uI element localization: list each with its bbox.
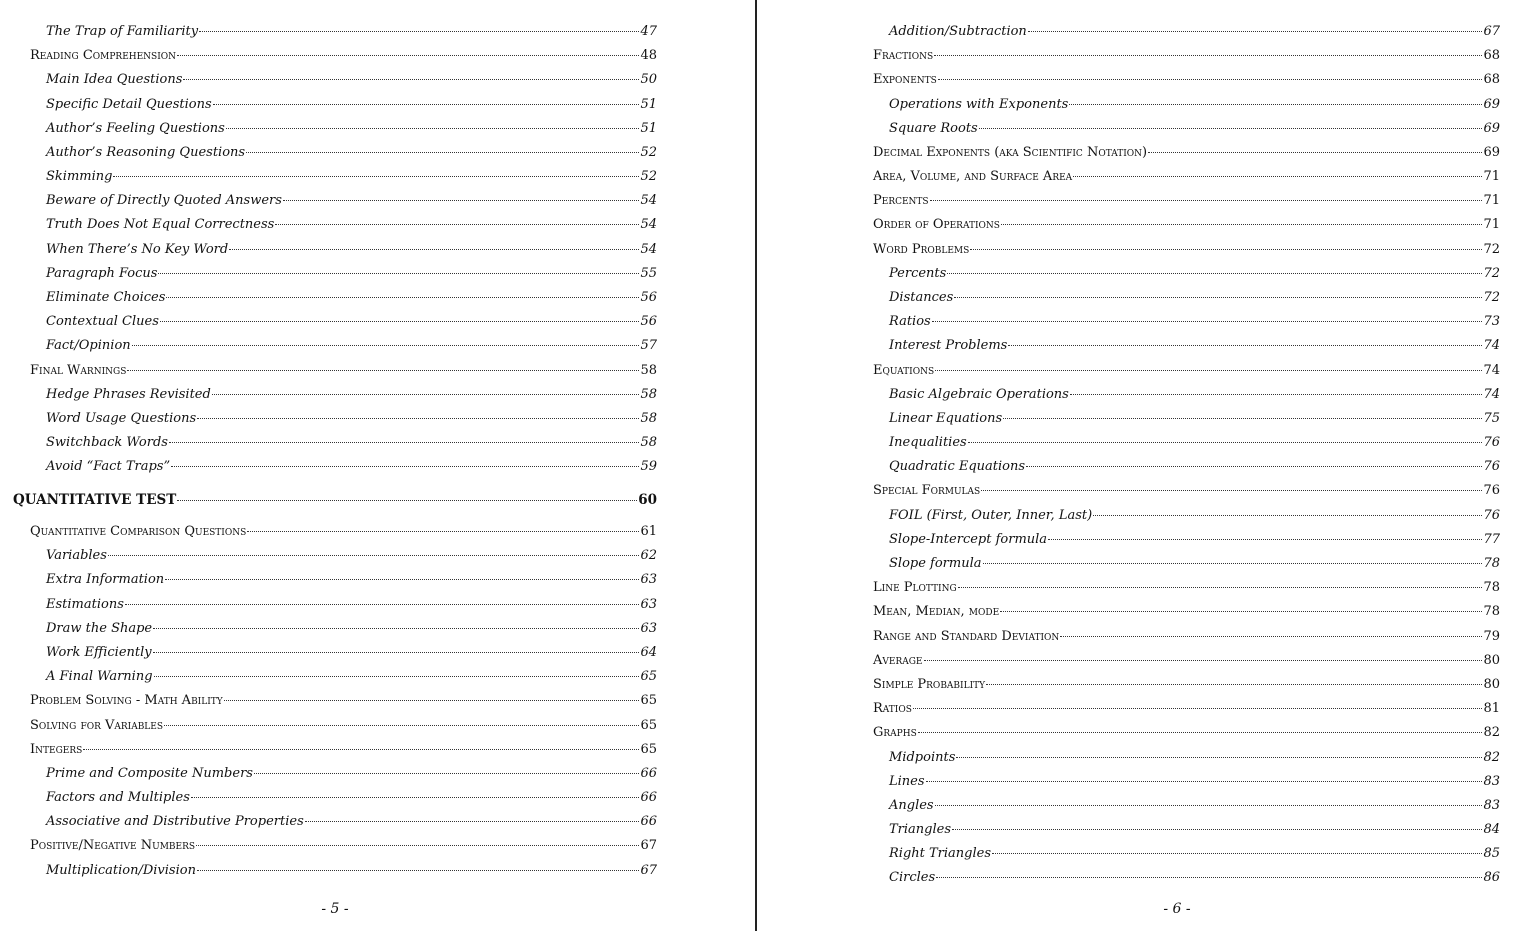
toc-entry-title: Associative and Distributive Properties: [46, 814, 304, 829]
toc-entry-page: 63: [640, 572, 657, 587]
toc-entry-page: 72: [1483, 266, 1500, 281]
toc-entry-title: Author’s Reasoning Questions: [46, 145, 246, 160]
dot-leader: [125, 604, 640, 605]
toc-subentry[interactable]: [46, 387, 657, 403]
toc-entry-page: 69: [1483, 97, 1500, 112]
dot-leader: [1073, 176, 1482, 177]
toc-chapter-entry[interactable]: [873, 217, 1500, 233]
dot-leader: [932, 321, 1483, 322]
toc-subentry[interactable]: [46, 121, 657, 137]
toc-subentry[interactable]: [46, 669, 657, 685]
toc-subentry[interactable]: [46, 266, 657, 282]
dot-leader: [930, 200, 1483, 201]
toc-subentry[interactable]: [889, 822, 1500, 838]
toc-entry-title: Equations: [873, 363, 935, 378]
dot-leader: [1008, 345, 1482, 346]
toc-entry-title: Ratios: [873, 701, 912, 716]
page-number: - 5 -: [321, 901, 349, 917]
toc-subentry[interactable]: [46, 597, 657, 613]
toc-subentry[interactable]: [46, 97, 657, 113]
toc-subentry[interactable]: [889, 290, 1500, 306]
toc-entry-page: 72: [1483, 290, 1500, 305]
toc-entry-title: Simple Probability: [873, 677, 986, 692]
toc-entry-page: 79: [1483, 629, 1500, 644]
toc-entry-title: Line Plotting: [873, 580, 957, 595]
toc-entry-title: Fractions: [873, 48, 934, 63]
left-page: [0, 0, 755, 931]
dot-leader: [224, 700, 640, 701]
dot-leader: [164, 725, 639, 726]
toc-chapter-entry[interactable]: [873, 580, 1500, 596]
toc-subentry[interactable]: [889, 387, 1500, 403]
dot-leader: [958, 587, 1483, 588]
toc-entry-title: Slope formula: [889, 556, 982, 571]
toc-entry-page: 82: [1483, 750, 1500, 765]
toc-subentry[interactable]: [46, 290, 657, 306]
dot-leader: [926, 781, 1483, 782]
toc-entry-page: 69: [1483, 121, 1500, 136]
toc-chapter-entry[interactable]: [873, 653, 1500, 669]
toc-chapter-entry[interactable]: [30, 838, 657, 854]
dot-leader: [913, 708, 1483, 709]
toc-entry-page: 76: [1483, 459, 1500, 474]
dot-leader: [213, 104, 640, 105]
toc-entry-title: QUANTITATIVE TEST: [13, 492, 177, 508]
toc-entry-page: 80: [1483, 677, 1500, 692]
toc-entry-page: 71: [1483, 169, 1500, 184]
dot-leader: [1060, 636, 1482, 637]
toc-entry-page: 81: [1483, 701, 1500, 716]
toc-chapter-entry[interactable]: [873, 629, 1500, 645]
toc-entry-title: Quadratic Equations: [889, 459, 1026, 474]
toc-entry-title: Basic Algebraic Operations: [889, 387, 1069, 402]
toc-subentry[interactable]: [889, 435, 1500, 451]
toc-entry-page: 59: [640, 459, 657, 474]
toc-subentry[interactable]: [46, 790, 657, 806]
dot-leader: [305, 821, 640, 822]
toc-entry-title: Fact/Opinion: [46, 338, 131, 353]
toc-entry-title: The Trap of Familiarity: [46, 24, 199, 39]
toc-entry-title: Right Triangles: [889, 846, 992, 861]
toc-entry-title: Area, Volume, and Surface Area: [873, 169, 1073, 184]
dot-leader: [169, 442, 640, 443]
toc-subentry[interactable]: [889, 314, 1500, 330]
toc-entry-title: When There’s No Key Word: [46, 242, 229, 257]
toc-entry-title: Linear Equations: [889, 411, 1003, 426]
toc-entry-title: Inequalities: [889, 435, 967, 450]
dot-leader: [113, 176, 639, 177]
toc-subentry[interactable]: [46, 145, 657, 161]
dot-leader: [154, 676, 640, 677]
dot-leader: [229, 249, 639, 250]
toc-subentry[interactable]: [46, 24, 657, 40]
dot-leader: [177, 500, 637, 501]
toc-entry-page: 56: [640, 314, 657, 329]
toc-entry-title: Truth Does Not Equal Correctness: [46, 217, 275, 232]
dot-leader: [1093, 515, 1482, 516]
toc-chapter-entry[interactable]: [873, 169, 1500, 185]
toc-entry-page: 65: [640, 669, 657, 684]
toc-chapter-entry[interactable]: [873, 604, 1500, 620]
toc-subentry[interactable]: [46, 411, 657, 427]
toc-subentry[interactable]: [889, 508, 1500, 524]
toc-subentry[interactable]: [46, 548, 657, 564]
toc-entry-title: Paragraph Focus: [46, 266, 158, 281]
toc-subentry[interactable]: [889, 846, 1500, 862]
toc-entry-title: Integers: [30, 742, 83, 757]
toc-entry-page: 86: [1483, 870, 1500, 885]
toc-entry-page: 83: [1483, 774, 1500, 789]
dot-leader: [956, 757, 1482, 758]
dot-leader: [983, 563, 1483, 564]
toc-subentry[interactable]: [46, 459, 657, 475]
toc-entry-page: 83: [1483, 798, 1500, 813]
toc-chapter-entry[interactable]: [30, 718, 657, 734]
dot-leader: [158, 273, 639, 274]
toc-entry-title: Average: [873, 653, 923, 668]
toc-entry-page: 52: [640, 145, 657, 160]
toc-subentry[interactable]: [889, 532, 1500, 548]
toc-entry-page: 82: [1483, 725, 1500, 740]
toc-entry-page: 68: [1483, 72, 1500, 87]
toc-chapter-entry[interactable]: [873, 242, 1500, 258]
toc-entry-page: 84: [1483, 822, 1500, 837]
toc-entry-title: Skimming: [46, 169, 113, 184]
toc-subentry[interactable]: [889, 266, 1500, 282]
toc-entry-page: 77: [1483, 532, 1500, 547]
dot-leader: [1048, 539, 1482, 540]
toc-subentry[interactable]: [889, 870, 1500, 886]
dot-leader: [1026, 466, 1482, 467]
toc-entry-title: Order of Operations: [873, 217, 1000, 232]
toc-entry-page: 64: [640, 645, 657, 660]
toc-entry-page: 67: [1483, 24, 1500, 39]
dot-leader: [938, 79, 1483, 80]
toc-entry-page: 65: [640, 693, 657, 708]
toc-entry-page: 66: [640, 766, 657, 781]
dot-leader: [954, 297, 1482, 298]
toc-entry-page: 76: [1483, 483, 1500, 498]
toc-entry-page: 51: [640, 121, 657, 136]
toc-entry-title: Positive/Negative Numbers: [30, 838, 196, 853]
toc-entry-title: Triangles: [889, 822, 952, 837]
dot-leader: [83, 749, 639, 750]
dot-leader: [246, 152, 639, 153]
toc-chapter-entry[interactable]: [873, 363, 1500, 379]
toc-subentry[interactable]: [889, 97, 1500, 113]
toc-entry-title: Interest Problems: [889, 338, 1008, 353]
toc-entry-title: Main Idea Questions: [46, 72, 183, 87]
dot-leader: [924, 660, 1483, 661]
toc-entry-page: 65: [640, 742, 657, 757]
dot-leader: [132, 345, 640, 346]
toc-entry-page: 63: [640, 621, 657, 636]
toc-entry-title: Contextual Clues: [46, 314, 159, 329]
toc-entry-page: 69: [1483, 145, 1500, 160]
toc-entry-title: Eliminate Choices: [46, 290, 166, 305]
toc-subentry[interactable]: [46, 338, 657, 354]
toc-entry-page: 68: [1483, 48, 1500, 63]
toc-entry-page: 80: [1483, 653, 1500, 668]
dot-leader: [970, 249, 1482, 250]
toc-entry-title: FOIL (First, Outer, Inner, Last): [889, 508, 1093, 523]
toc-entry-page: 52: [640, 169, 657, 184]
toc-chapter-entry[interactable]: [30, 524, 657, 540]
toc-entry-title: Reading Comprehension: [30, 48, 177, 63]
toc-entry-page: 74: [1483, 363, 1500, 378]
dot-leader: [166, 297, 639, 298]
toc-chapter-entry[interactable]: [873, 483, 1500, 499]
toc-entry-title: Solving for Variables: [30, 718, 164, 733]
toc-entry-page: 61: [640, 524, 657, 539]
dot-leader: [935, 805, 1483, 806]
dot-leader: [199, 31, 639, 32]
toc-entry-title: Decimal Exponents (aka Scientific Notation): [873, 145, 1148, 160]
toc-entry-title: Mean, Median, mode: [873, 604, 1000, 619]
toc-entry-title: Quantitative Comparison Questions: [30, 524, 247, 539]
dot-leader: [275, 224, 639, 225]
toc-subentry[interactable]: [46, 645, 657, 661]
toc-subentry[interactable]: [889, 121, 1500, 137]
dot-leader: [979, 128, 1483, 129]
toc-entry-title: Special Formulas: [873, 483, 981, 498]
dot-leader: [952, 829, 1482, 830]
toc-subentry[interactable]: [46, 572, 657, 588]
toc-entry-title: Switchback Words: [46, 435, 168, 450]
toc-entry-page: 60: [638, 492, 657, 508]
dot-leader: [254, 773, 640, 774]
toc-chapter-entry[interactable]: [30, 693, 657, 709]
dot-leader: [283, 200, 640, 201]
toc-entry-page: 72: [1483, 242, 1500, 257]
toc-entry-title: Prime and Composite Numbers: [46, 766, 253, 781]
toc-entry-page: 57: [640, 338, 657, 353]
toc-entry-title: Extra Information: [46, 572, 165, 587]
toc-subentry[interactable]: [889, 459, 1500, 475]
dot-leader: [177, 55, 639, 56]
toc-entry-page: 75: [1483, 411, 1500, 426]
toc-entry-title: Word Problems: [873, 242, 970, 257]
dot-leader: [1000, 611, 1482, 612]
toc-entry-page: 71: [1483, 193, 1500, 208]
toc-subentry[interactable]: [46, 435, 657, 451]
toc-entry-title: Variables: [46, 548, 107, 563]
toc-entry-page: 48: [640, 48, 657, 63]
toc-chapter-entry[interactable]: [873, 145, 1500, 161]
toc-entry-title: Estimations: [46, 597, 124, 612]
dot-leader: [936, 877, 1482, 878]
toc-entry-title: Percents: [873, 193, 929, 208]
dot-leader: [992, 853, 1482, 854]
toc-chapter-entry[interactable]: [873, 48, 1500, 64]
toc-subentry[interactable]: [889, 411, 1500, 427]
toc-entry-page: 76: [1483, 435, 1500, 450]
toc-entry-title: Exponents: [873, 72, 937, 87]
toc-entry-page: 78: [1483, 556, 1500, 571]
toc-entry-title: Circles: [889, 870, 936, 885]
toc-subentry[interactable]: [46, 863, 657, 879]
toc-entry-title: Ratios: [889, 314, 931, 329]
right-page: [757, 0, 1526, 931]
toc-entry-title: Square Roots: [889, 121, 978, 136]
toc-entry-title: Distances: [889, 290, 954, 305]
toc-section-entry[interactable]: [13, 492, 657, 508]
toc-subentry[interactable]: [46, 314, 657, 330]
dot-leader: [968, 442, 1483, 443]
toc-entry-title: Operations with Exponents: [889, 97, 1069, 112]
toc-chapter-entry[interactable]: [873, 725, 1500, 741]
toc-entry-title: Author’s Feeling Questions: [46, 121, 225, 136]
toc-entry-title: Final Warnings: [30, 363, 127, 378]
toc-entry-title: Addition/Subtraction: [889, 24, 1027, 39]
dot-leader: [196, 845, 639, 846]
toc-entry-page: 65: [640, 718, 657, 733]
toc-entry-title: Range and Standard Deviation: [873, 629, 1060, 644]
toc-chapter-entry[interactable]: [873, 193, 1500, 209]
dot-leader: [1070, 394, 1483, 395]
toc-entry-title: A Final Warning: [46, 669, 153, 684]
toc-entry-title: Slope-Intercept formula: [889, 532, 1048, 547]
dot-leader: [918, 732, 1483, 733]
toc-subentry[interactable]: [46, 217, 657, 233]
toc-subentry[interactable]: [46, 72, 657, 88]
toc-subentry[interactable]: [46, 169, 657, 185]
dot-leader: [947, 273, 1482, 274]
toc-entry-page: 67: [640, 863, 657, 878]
toc-entry-page: 73: [1483, 314, 1500, 329]
toc-entry-title: Angles: [889, 798, 934, 813]
toc-subentry[interactable]: [889, 24, 1500, 40]
toc-subentry[interactable]: [46, 193, 657, 209]
toc-entry-page: 54: [640, 242, 657, 257]
toc-entry-title: Lines: [889, 774, 925, 789]
dot-leader: [1003, 418, 1482, 419]
toc-subentry[interactable]: [889, 750, 1500, 766]
toc-subentry[interactable]: [46, 766, 657, 782]
dot-leader: [171, 466, 639, 467]
dot-leader: [197, 418, 639, 419]
toc-entry-page: 76: [1483, 508, 1500, 523]
toc-entry-title: Specific Detail Questions: [46, 97, 212, 112]
toc-entry-page: 63: [640, 597, 657, 612]
toc-entry-title: Avoid “Fact Traps”: [46, 459, 171, 474]
dot-leader: [1028, 31, 1483, 32]
dot-leader: [165, 579, 639, 580]
toc-entry-page: 54: [640, 193, 657, 208]
toc-entry-page: 74: [1483, 338, 1500, 353]
toc-subentry[interactable]: [889, 556, 1500, 572]
toc-entry-title: Graphs: [873, 725, 917, 740]
toc-entry-page: 47: [640, 24, 657, 39]
toc-entry-page: 78: [1483, 604, 1500, 619]
toc-entry-page: 58: [640, 411, 657, 426]
toc-entry-page: 56: [640, 290, 657, 305]
dot-leader: [986, 684, 1482, 685]
toc-entry-title: Beware of Directly Quoted Answers: [46, 193, 282, 208]
dot-leader: [1001, 224, 1483, 225]
toc-entry-title: Multiplication/Division: [46, 863, 196, 878]
toc-entry-page: 85: [1483, 846, 1500, 861]
dot-leader: [247, 531, 639, 532]
toc-chapter-entry[interactable]: [30, 363, 657, 379]
toc-subentry[interactable]: [46, 242, 657, 258]
toc-chapter-entry[interactable]: [30, 742, 657, 758]
dot-leader: [935, 370, 1482, 371]
toc-entry-title: Percents: [889, 266, 947, 281]
dot-leader: [226, 128, 640, 129]
toc-entry-title: Problem Solving - Math Ability: [30, 693, 223, 708]
toc-chapter-entry[interactable]: [30, 48, 657, 64]
toc-chapter-entry[interactable]: [873, 677, 1500, 693]
dot-leader: [934, 55, 1482, 56]
dot-leader: [183, 79, 639, 80]
toc-subentry[interactable]: [889, 338, 1500, 354]
toc-subentry[interactable]: [889, 774, 1500, 790]
page-number: - 6 -: [1163, 901, 1191, 917]
toc-entry-page: 55: [640, 266, 657, 281]
dot-leader: [153, 652, 640, 653]
dot-leader: [212, 394, 640, 395]
dot-leader: [981, 490, 1482, 491]
toc-entry-title: Midpoints: [889, 750, 956, 765]
toc-entry-page: 58: [640, 363, 657, 378]
toc-entry-page: 71: [1483, 217, 1500, 232]
toc-entry-page: 62: [640, 548, 657, 563]
toc-entry-page: 54: [640, 217, 657, 232]
dot-leader: [1069, 104, 1482, 105]
toc-entry-page: 51: [640, 97, 657, 112]
toc-entry-page: 74: [1483, 387, 1500, 402]
dot-leader: [1148, 152, 1482, 153]
toc-entry-page: 67: [640, 838, 657, 853]
toc-subentry[interactable]: [46, 621, 657, 637]
toc-entry-page: 58: [640, 387, 657, 402]
dot-leader: [127, 370, 639, 371]
toc-entry-title: Word Usage Questions: [46, 411, 197, 426]
toc-entry-title: Hedge Phrases Revisited: [46, 387, 211, 402]
dot-leader: [197, 870, 639, 871]
dot-leader: [153, 628, 639, 629]
toc-entry-title: Factors and Multiples: [46, 790, 190, 805]
toc-entry-page: 78: [1483, 580, 1500, 595]
dot-leader: [191, 797, 640, 798]
toc-subentry[interactable]: [46, 814, 657, 830]
dot-leader: [160, 321, 640, 322]
dot-leader: [108, 555, 640, 556]
toc-entry-title: Work Efficiently: [46, 645, 152, 660]
toc-entry-page: 66: [640, 814, 657, 829]
toc-entry-page: 66: [640, 790, 657, 805]
toc-chapter-entry[interactable]: [873, 72, 1500, 88]
toc-chapter-entry[interactable]: [873, 701, 1500, 717]
toc-entry-page: 58: [640, 435, 657, 450]
toc-entry-title: Draw the Shape: [46, 621, 153, 636]
toc-subentry[interactable]: [889, 798, 1500, 814]
toc-entry-page: 50: [640, 72, 657, 87]
